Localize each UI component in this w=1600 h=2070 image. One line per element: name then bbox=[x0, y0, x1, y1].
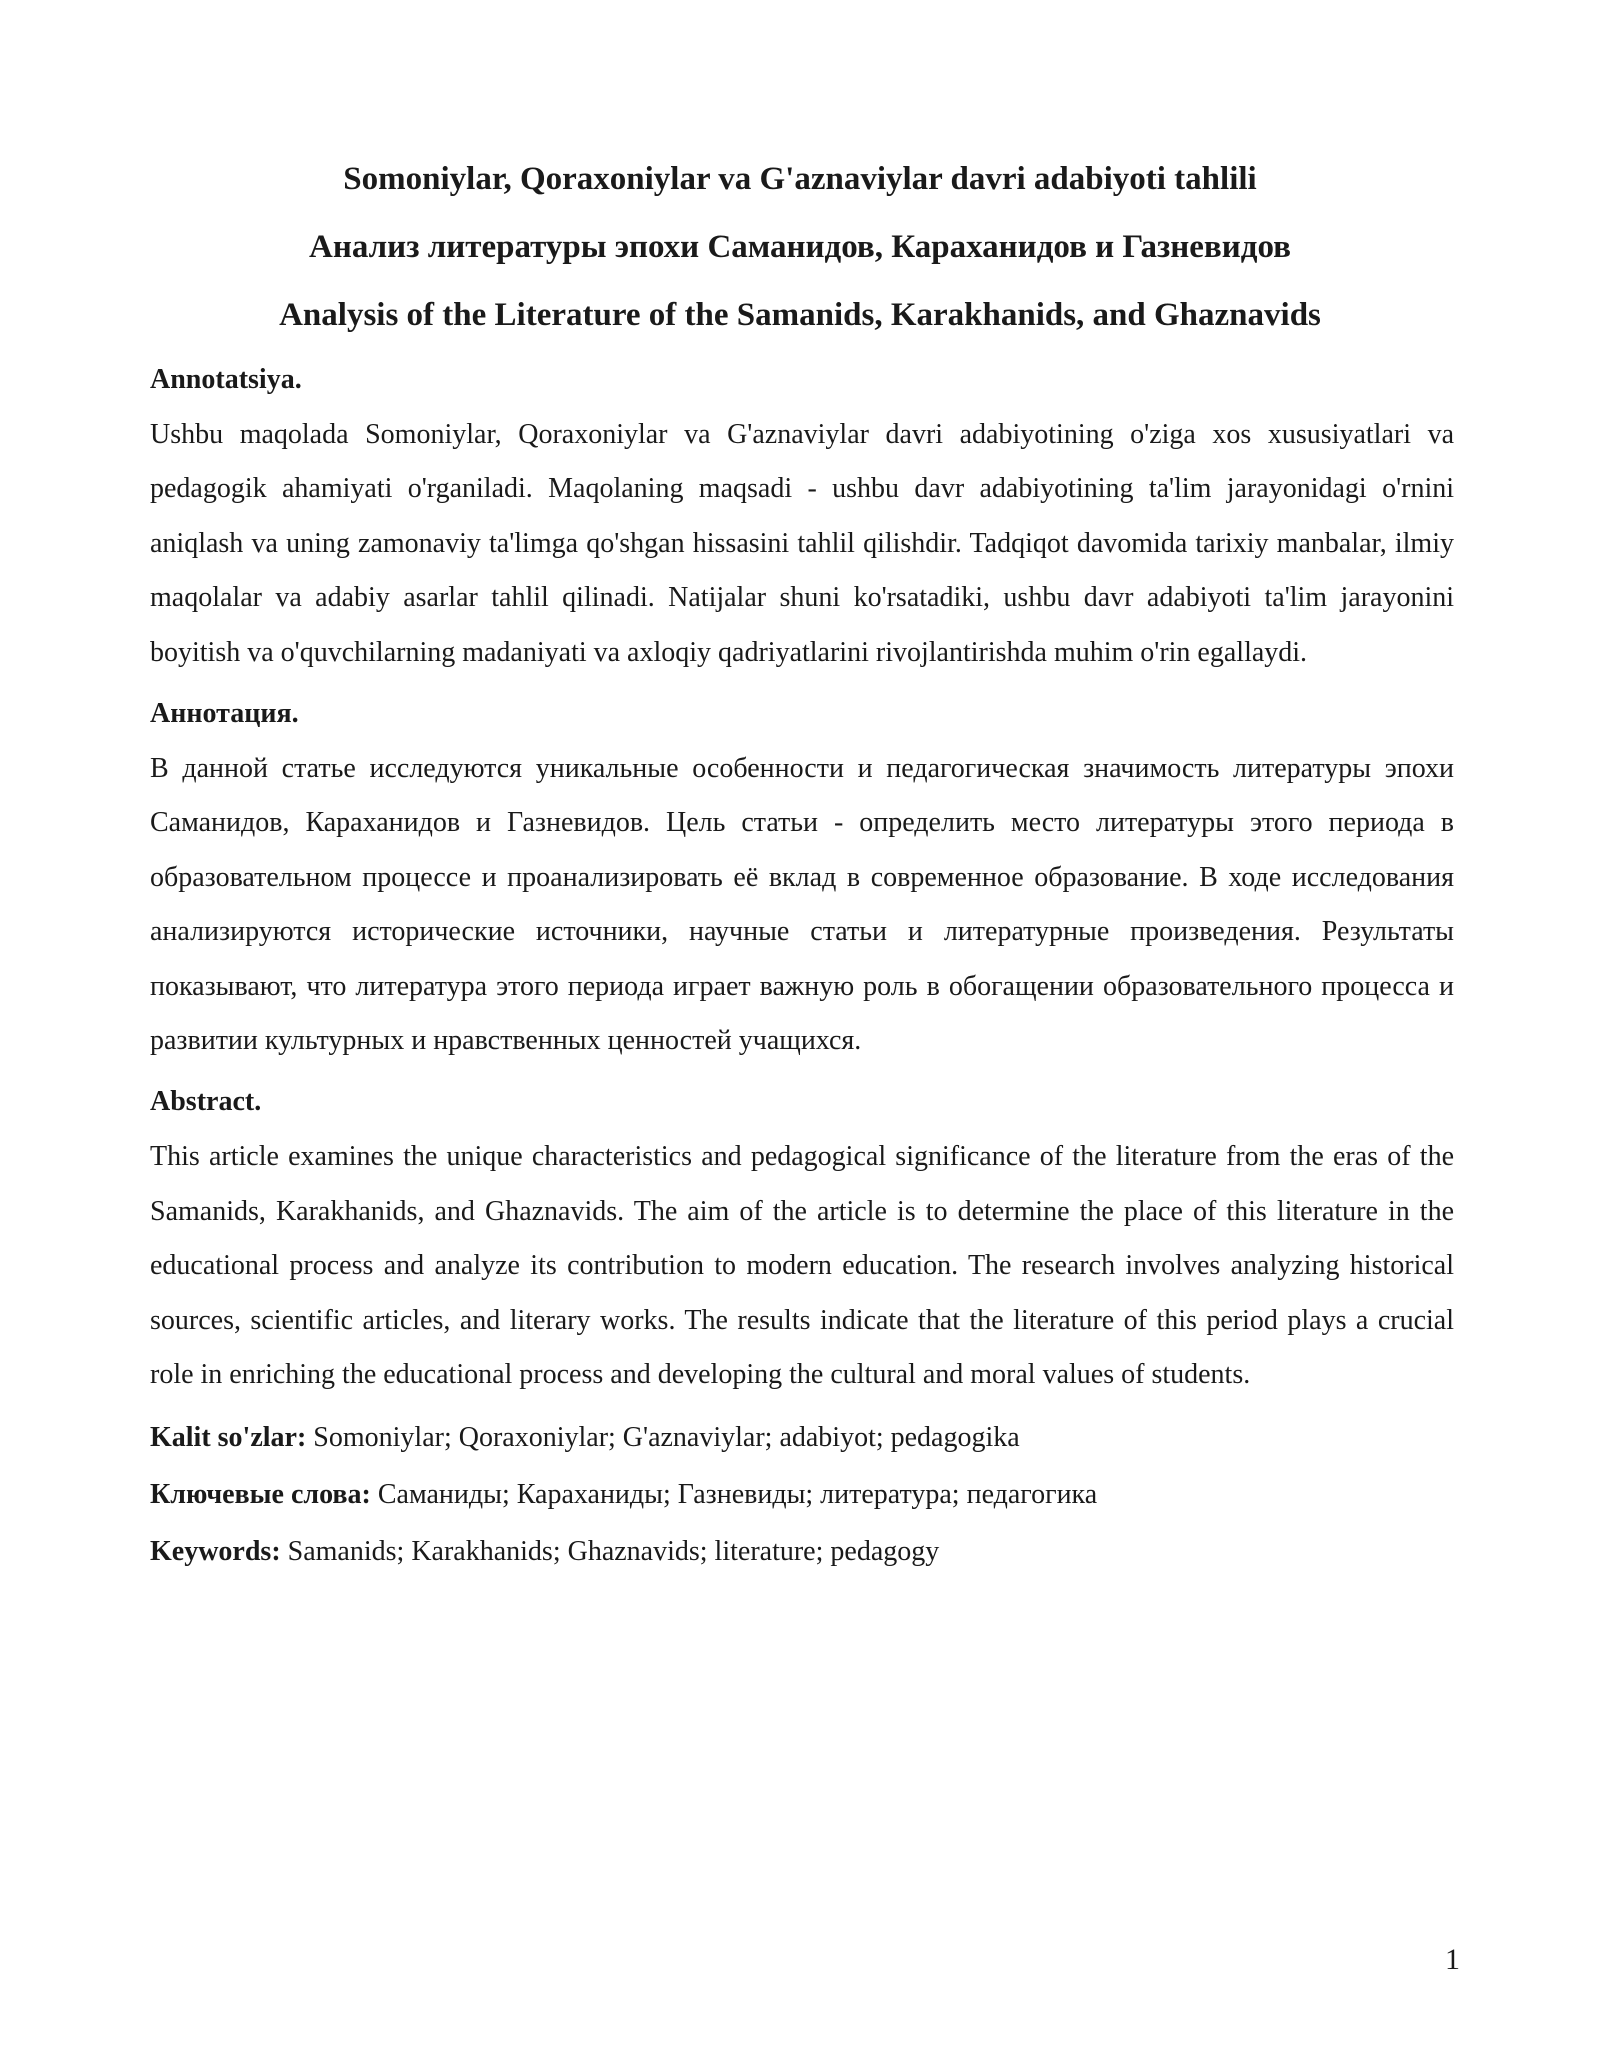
abstracts-section bbox=[150, 352, 1454, 1580]
title-english: Analysis of the Literature of the Samanids, Karakhanids, and Ghaznavids bbox=[279, 297, 1321, 333]
annotatsiya-heading: Annotatsiya. bbox=[150, 364, 302, 395]
page-number: 1 bbox=[1445, 1943, 1460, 1976]
keywords-english-label: Keywords: bbox=[150, 1535, 281, 1567]
keywords-russian-label: Ключевые слова: bbox=[150, 1478, 371, 1510]
annotatsiya-text: Ushbu maqolada Somoniylar, Qoraxoniylar va G'aznaviylar davri adabiyotining o'ziga xos xususiyatlari va pedagogik ahamiyati o'rganiladi. Maqolaning maqsadi - ushbu davr adabiyotining ta'lim jarayonidagi o'rnini aniqlash va uning zamonaviy ta'limga qo'shgan hissasini tahlil qilishdir. Tadqiqot davomida tarixiy manbalar, ilmiy maqolalar va adabiy asarlar tahlil qilinadi. Natijalar shuni ko'rsatadiki, ushbu davr adabiyoti ta'lim jarayonini boyitish va o'quvchilarning madaniyati va axloqiy qadriyatlarini rivojlantirishda muhim o'rin egallaydi. bbox=[150, 419, 1454, 668]
keywords-russian bbox=[150, 1466, 1454, 1523]
title-uzbek: Somoniylar, Qoraxoniylar va G'aznaviylar davri adabiyoti tahlili bbox=[343, 161, 1257, 197]
title-block bbox=[150, 145, 1450, 349]
abstract-heading: Abstract. bbox=[150, 1086, 262, 1118]
title-russian: Анализ литературы эпохи Саманидов, Караханидов и Газневидов bbox=[309, 229, 1291, 265]
keywords-english bbox=[150, 1523, 1454, 1580]
keywords-uzbek bbox=[150, 1409, 1454, 1466]
keywords-uzbek-values: Somoniylar; Qoraxoniylar; G'aznaviylar; adabiyot; pedagogika bbox=[313, 1421, 1020, 1453]
annotatsiya-ru-text: В данной статье исследуются уникальные особенности и педагогическая значимость литературы эпохи Саманидов, Караханидов и Газневидов. Цель статьи - определить место литературы этого периода в образовательном процессе и проанализировать её вклад в современное образование. В ходе исследования анализируются исторические источники, научные статьи и литературные произведения. Результаты показывают, что литература этого периода играет важную роль в обогащении образовательного процесса и развитии культурных и нравственных ценностей учащихся. bbox=[150, 753, 1454, 1057]
annotatsiya-ru-heading: Аннотация. bbox=[150, 698, 299, 730]
keywords-uzbek-label: Kalit so'zlar: bbox=[150, 1421, 307, 1453]
keywords-russian-values: Саманиды; Караханиды; Газневиды; литература; педагогика bbox=[377, 1478, 1098, 1510]
abstract-text: This article examines the unique characteristics and pedagogical significance of the literature from the eras of the Samanids, Karakhanids, and Ghaznavids. The aim of the article is to determine the place of this literature in the educational process and analyze its contribution to modern education. The research involves analyzing historical sources, scientific articles, and literary works. The results indicate that the literature of this period plays a crucial role in enriching the educational process and developing the cultural and moral values of students. bbox=[150, 1141, 1454, 1391]
keywords-english-values: Samanids; Karakhanids; Ghaznavids; literature; pedagogy bbox=[287, 1535, 940, 1567]
